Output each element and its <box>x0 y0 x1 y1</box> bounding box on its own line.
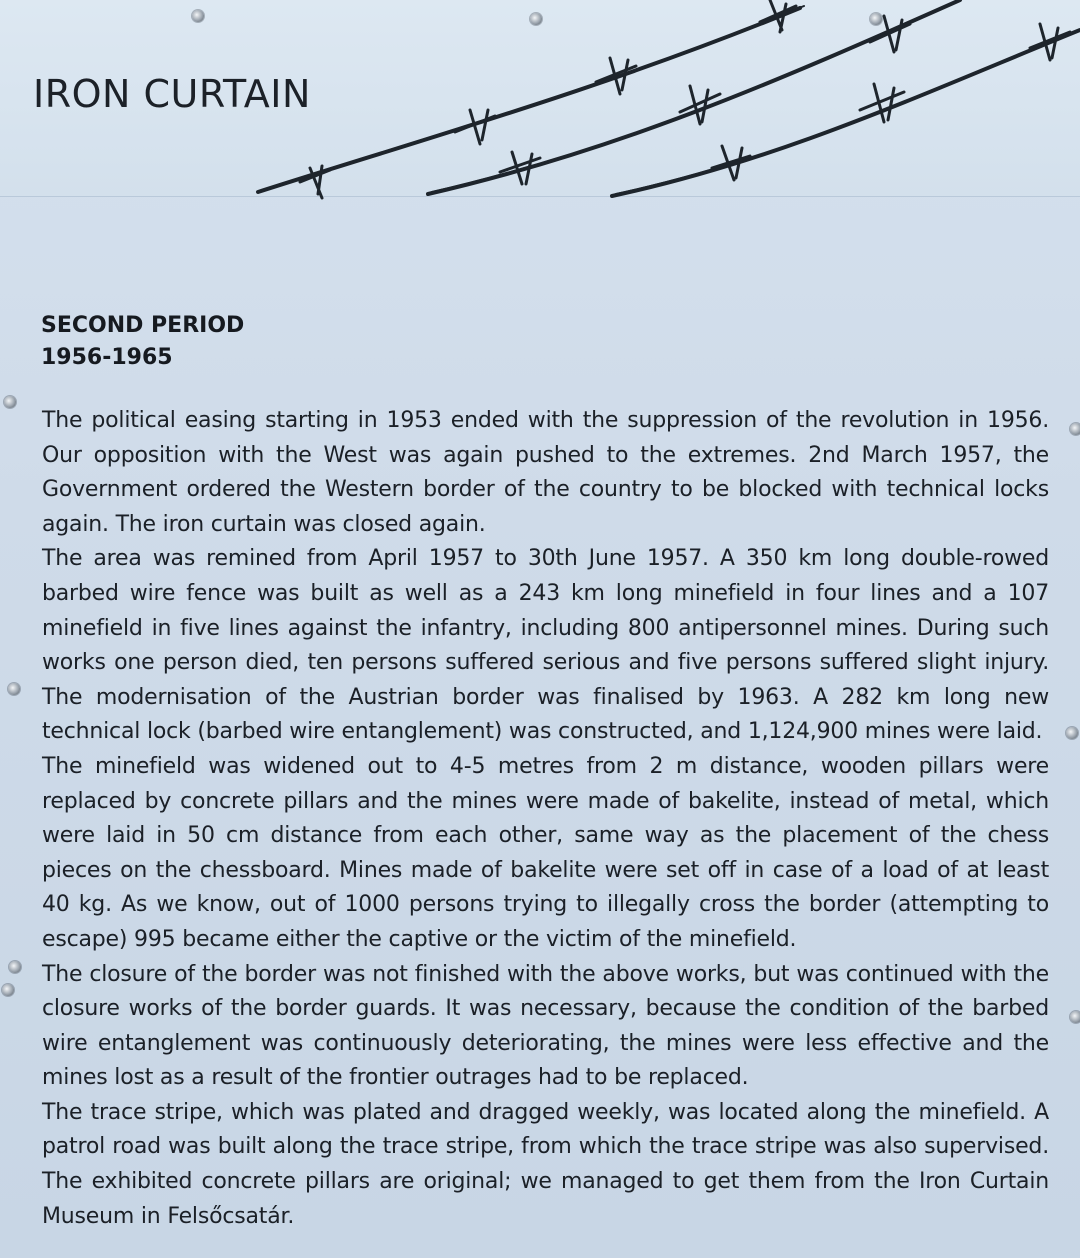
barbed-wire-icon <box>0 0 1080 200</box>
body-text <box>42 404 1049 1234</box>
screw-icon <box>192 10 204 22</box>
screw-icon <box>4 396 16 408</box>
screw-icon <box>9 961 21 973</box>
screw-icon <box>1070 1011 1080 1023</box>
paragraph: The closure of the border was not finished with the above works, but was continued with the closure works of the border guards. It was necessary, because the condition of the barbed wire entanglement was continuously deteriorating, the mines were less effective and the mines lost as a result of the frontier outrages had to be replaced. <box>42 961 1049 1091</box>
screw-icon <box>530 13 542 25</box>
paragraph: The minefield was widened out to 4-5 metres from 2 m distance, wooden pillars were replaced by concrete pillars and the mines were made of bakelite, instead of metal, which were laid in 50 cm distance from each other, same way as the placement of the chess pieces on the chessboard. Mines made of bakelite were set off in case of a load of at least 40 kg. As we know, out of 1000 persons trying to illegally cross the border (attempting to escape) 995 became either the captive or the victim of the minefield. <box>42 753 1049 952</box>
screw-icon <box>1070 423 1080 435</box>
section-heading <box>41 310 244 374</box>
paragraph: The trace stripe, which was plated and dragged weekly, was located along the minefield. A patrol road was built along the trace stripe, from which the trace stripe was also supervised. The exhibited concrete pillars are original; we managed to get them from the Iron Curtain Museum in Felsőcsatár. <box>42 1099 1049 1229</box>
section-title: SECOND PERIOD <box>41 313 245 338</box>
paragraph: The area was remined from April 1957 to 30th June 1957. A 350 km long double-rowed barbed wire fence was built as well as a 243 km long minefield in four lines and a 107 minefield in five lines against the infantry, including 800 antipersonnel mines. During such works one person died, ten persons suffered serious and five persons suffered slight injury. The modernisation of the Austrian border was finalised by 1963. A 282 km long new technical lock (barbed wire entanglement) was constructed, and 1,124,900 mines were laid. <box>42 546 1049 745</box>
screw-icon <box>1066 727 1078 739</box>
page-title: IRON CURTAIN <box>33 72 311 116</box>
screw-icon <box>8 683 20 695</box>
section-years: 1956-1965 <box>41 345 173 370</box>
screw-icon <box>2 984 14 996</box>
paragraph: The political easing starting in 1953 ended with the suppression of the revolution in 1956. Our opposition with the West was again pushed to the extremes. 2nd March 1957, the Government ordered the Western border of the country to be blocked with technical locks again. The iron curtain was closed again. <box>42 408 1049 537</box>
screw-icon <box>870 13 882 25</box>
